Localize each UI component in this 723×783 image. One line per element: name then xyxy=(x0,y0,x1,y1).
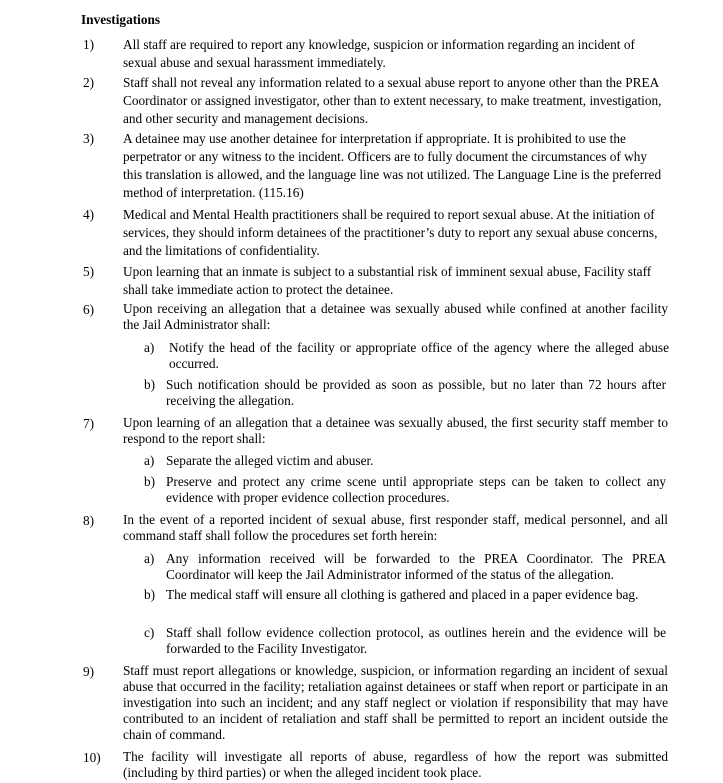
sub-item-label: c) xyxy=(144,625,155,640)
item-text: In the event of a reported incident of sexual abuse, first responder staff, medical personnel, and all command staff shall follow the procedures set forth herein: xyxy=(123,512,668,543)
sub-item-label: b) xyxy=(144,474,156,489)
item-text: A detainee may use another detainee for interpretation if appropriate. It is prohibited to use the perpetrator or any witness to the incident. Officers are to fully document the circumstances of why this translation is allowed, and the language line was not utilized. The Language Line is the preferred method of interpretation. (115.16) xyxy=(123,131,662,200)
item-text: Medical and Mental Health practitioners shall be required to report sexual abuse. At the initiation of services, they should inform detainees of the practitioner’s duty to report any sexual abuse concerns, and the limitations of confidentiality. xyxy=(123,207,658,258)
item-text: Upon learning of an allegation that a detainee was sexually abused, the first security staff member to respond to the report shall: xyxy=(123,415,668,446)
item-number: 5) xyxy=(83,264,95,279)
sub-item-text: The medical staff will ensure all clothing is gathered and placed in a paper evidence bag. xyxy=(166,587,639,602)
item-number: 1) xyxy=(83,37,95,52)
item-text: Upon learning that an inmate is subject to a substantial risk of imminent sexual abuse, Facility staff shall take immediate action to protect the detainee. xyxy=(123,264,652,297)
item-number: 2) xyxy=(83,75,95,90)
item-text: Staff must report allegations or knowledge, suspicion, or information regarding an incident of sexual abuse that occurred in the facility; retaliation against detainees or staff when report or participate in an investigation into such an incident; and any staff neglect or violation if responsibility that may have contributed to an incident of retaliation and staff shall be permitted to report an incident outside the chain of command. xyxy=(123,663,668,742)
item-number: 9) xyxy=(83,664,95,679)
sub-item-text: Preserve and protect any crime scene until appropriate steps can be taken to collect any evidence with proper evidence collection procedures. xyxy=(166,474,666,505)
sub-item-label: a) xyxy=(144,453,155,468)
sub-item-text: Staff shall follow evidence collection protocol, as outlines herein and the evidence will be forwarded to the Facility Investigator. xyxy=(166,625,666,656)
sub-item-text: Notify the head of the facility or appropriate office of the agency where the alleged abuse occurred. xyxy=(169,340,669,371)
item-number: 7) xyxy=(83,416,95,431)
sub-item-text: Any information received will be forwarded to the PREA Coordinator. The PREA Coordinator will keep the Jail Administrator informed of the status of the allegation. xyxy=(166,551,666,582)
sub-item-text: Separate the alleged victim and abuser. xyxy=(166,453,374,468)
sub-item-label: a) xyxy=(144,551,155,566)
sub-item-label: b) xyxy=(144,377,156,392)
item-number: 10) xyxy=(83,750,101,765)
item-number: 8) xyxy=(83,513,95,528)
item-number: 6) xyxy=(83,302,95,317)
item-number: 4) xyxy=(83,207,95,222)
item-text: Upon receiving an allegation that a detainee was sexually abused while confined at another facility the Jail Administrator shall: xyxy=(123,301,668,332)
sub-item-label: a) xyxy=(144,340,155,355)
item-text: Staff shall not reveal any information related to a sexual abuse report to anyone other than the PREA Coordinator or assigned investigator, other than to extent necessary, to make treatment, investigation, and other security and management decisions. xyxy=(123,75,662,126)
item-text: All staff are required to report any knowledge, suspicion or information regarding an incident of sexual abuse and sexual harassment immediately. xyxy=(123,37,635,70)
item-text: The facility will investigate all reports of abuse, regardless of how the report was submitted (including by third parties) or when the alleged incident took place. xyxy=(123,749,668,780)
sub-item-text: Such notification should be provided as soon as possible, but no later than 72 hours after receiving the allegation. xyxy=(166,377,666,408)
section-heading: Investigations xyxy=(81,12,161,27)
sub-item-label: b) xyxy=(144,587,156,602)
item-number: 3) xyxy=(83,131,95,146)
